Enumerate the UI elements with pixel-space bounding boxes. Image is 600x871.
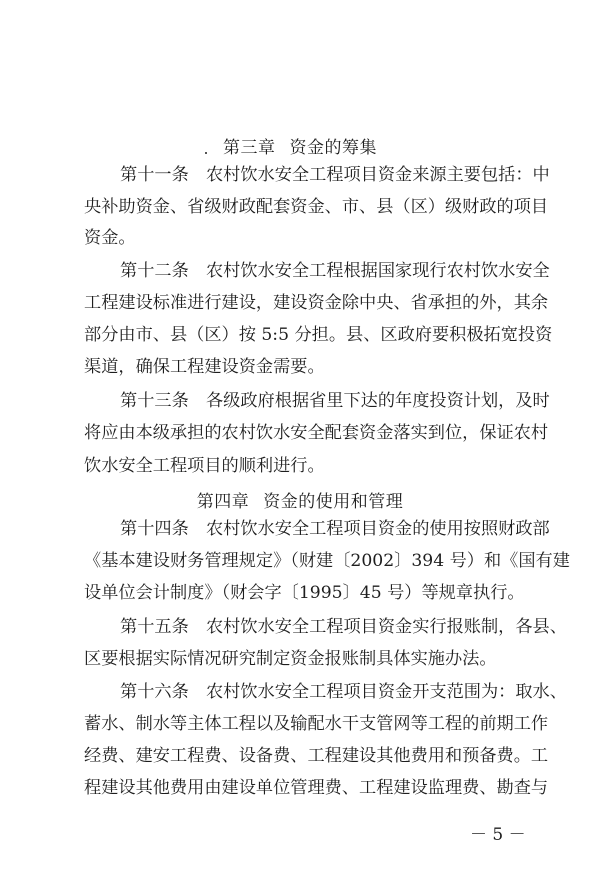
chapter-3-title: 资金的筹集 [289,138,377,158]
page-number: － 5 － [470,825,526,845]
article-16-line-2: 蓄水、制水等主体工程以及输配水干支管网等工程的前期工作 [84,714,549,734]
article-12-line-3: 部分由市、县（区）按 5:5 分担。县、区政府要积极拓宽投资 [84,325,553,345]
article-14-line-1: 第十四条 农村饮水安全工程项目资金的使用按照财政部 [120,519,550,539]
article-13-line-3: 饮水安全工程项目的顺利进行。 [84,456,325,476]
article-16-line-4: 程建设其他费用由建设单位管理费、工程建设监理费、勘查与 [84,778,549,798]
article-15-line-2: 区要根据实际情况研究制定资金报账制具体实施办法。 [84,649,497,669]
article-16-line-3: 经费、建安工程费、设备费、工程建设其他费用和预备费。工 [84,746,549,766]
article-14-line-2: 《基本建设财务管理规定》（财建〔2002〕394 号）和《国有建 [84,551,570,571]
article-15-line-1: 第十五条 农村饮水安全工程项目资金实行报账制，各县、 [120,617,567,637]
article-12-line-2: 工程建设标准进行建设，建设资金除中央、省承担的外，其余 [84,293,549,313]
article-13-line-2: 将应由本级承担的农村饮水安全配套资金落实到位，保证农村 [84,423,549,443]
chapter-3-number: 第三章 [223,138,276,158]
chapter-3-heading [0,133,600,158]
article-11-line-1: 第十一条 农村饮水安全工程项目资金来源主要包括：中 [120,165,550,185]
chapter-4-heading [0,487,600,512]
chapter-4-title: 资金的使用和管理 [263,492,404,512]
article-16-line-1: 第十六条 农村饮水安全工程项目资金开支范围为：取水、 [120,682,567,702]
article-11-line-3: 资金。 [84,228,136,248]
article-12-line-4: 渠道，确保工程建设资金需要。 [84,357,325,377]
article-13-line-1: 第十三条 各级政府根据省里下达的年度投资计划，及时 [120,391,550,411]
article-11-line-2: 央补助资金、省级财政配套资金、市、县（区）级财政的项目 [84,197,549,217]
article-14-line-3: 设单位会计制度》（财会字〔1995〕45 号）等规章执行。 [84,583,525,603]
chapter-4-number: 第四章 [196,492,250,512]
article-12-line-1: 第十二条 农村饮水安全工程根据国家现行农村饮水安全 [120,261,550,281]
